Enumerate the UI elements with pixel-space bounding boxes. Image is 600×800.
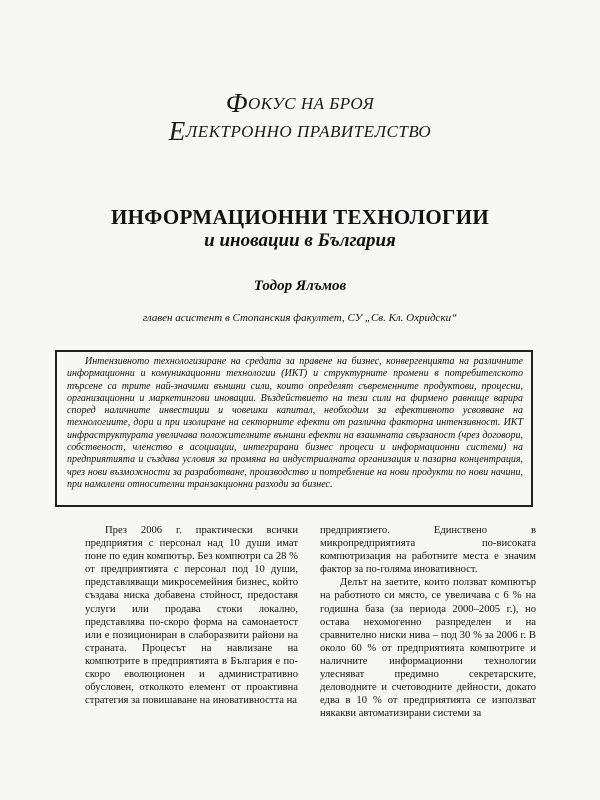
body-column-right — [320, 524, 536, 720]
article-subtitle: и иновации в България — [204, 230, 396, 251]
article-title: ИНФОРМАЦИОННИ ТЕХНОЛОГИИ — [111, 205, 489, 229]
section-heading-egov — [0, 116, 600, 147]
section-heading-text: ЛЕКТРОННО ПРАВИТЕЛСТВО — [185, 122, 432, 141]
body-column-left — [85, 524, 298, 707]
article-author: Тодор Ялъмов — [253, 278, 347, 294]
section-heading-initial: Е — [168, 116, 186, 146]
abstract-box: Интензивното технологизиране на средата за правене на бизнес, конвергенцията на различните информационни и комуникационни технологии (ИКТ) и структурните промени в потребителското търсене са трите най-значими външни сили, които определят съвременните продуктови, процесни, организационни и маркетингови иновации. Въздействието на тези сили на фирмено равнище варира според наличните инвестиции и човешки капитал, необходим за ефективното усвояване на технологиите, дори и при изолиране на секторните ефекти от различна факторна интензивност. ИКТ инфраструктурата увеличава положителните външни ефекти на взаимната свързаност (чрез договори, собственост, членство в асоциации, интегрирани бизнес процеси и информационни системи) на предприятията и създава условия за промяна на индустриалната организация и пазарна концентрация, чрез нови възможности за разработване, производство и потребление на нови продукти по нови начини, при намалени относителни транзакционни разходи за бизнес. — [55, 350, 533, 507]
section-heading-initial: Ф — [225, 88, 248, 118]
author-affiliation: главен асистент в Стопанския факултет, СУ „Св. Кл. Охридски“ — [142, 312, 458, 324]
body-paragraph: Делът на заетите, които ползват компютър на работното си място, се увеличава с 6 % на годишна база (за периода 2000–2005 г.), но остава нехомогенно разпределен и на сравнително ниски нива – под 30 % за 2006 г. В около 60 % от предприятията компютрите и наличните информационни технологии улесняват предимно секретарските, деловодните и счетоводните дейности, докато едва в 10 % от предприятията се използват някакви автоматизирани системи за — [320, 577, 536, 720]
body-paragraph: През 2006 г. практически всички предприятия с персонал над 10 души имат поне по един компютър. Без компютри са 28 % от предприятията с персонал под 10 души, представляващи микросемейния бизнес, който създава ниска добавена стойност, предоставя услуги или продава стоки локално, представлява по-скоро форма на самонаетост или е позициониран в слаборазвити райони на страната. Процесът на навлизане на компютрите в предприятията в България е по-скоро еволюционен и административно обусловен, отколкото елемент от проактивна стратегия за повишаване на иновативността на — [85, 525, 298, 707]
section-heading-text: ОКУС НА БРОЯ — [247, 94, 375, 113]
section-heading-focus — [0, 88, 600, 119]
body-paragraph: предприятието. Единствено в микропредприятията по-високата компютризация на работните места е значим фактор за по-голяма иновативност. — [320, 525, 536, 576]
